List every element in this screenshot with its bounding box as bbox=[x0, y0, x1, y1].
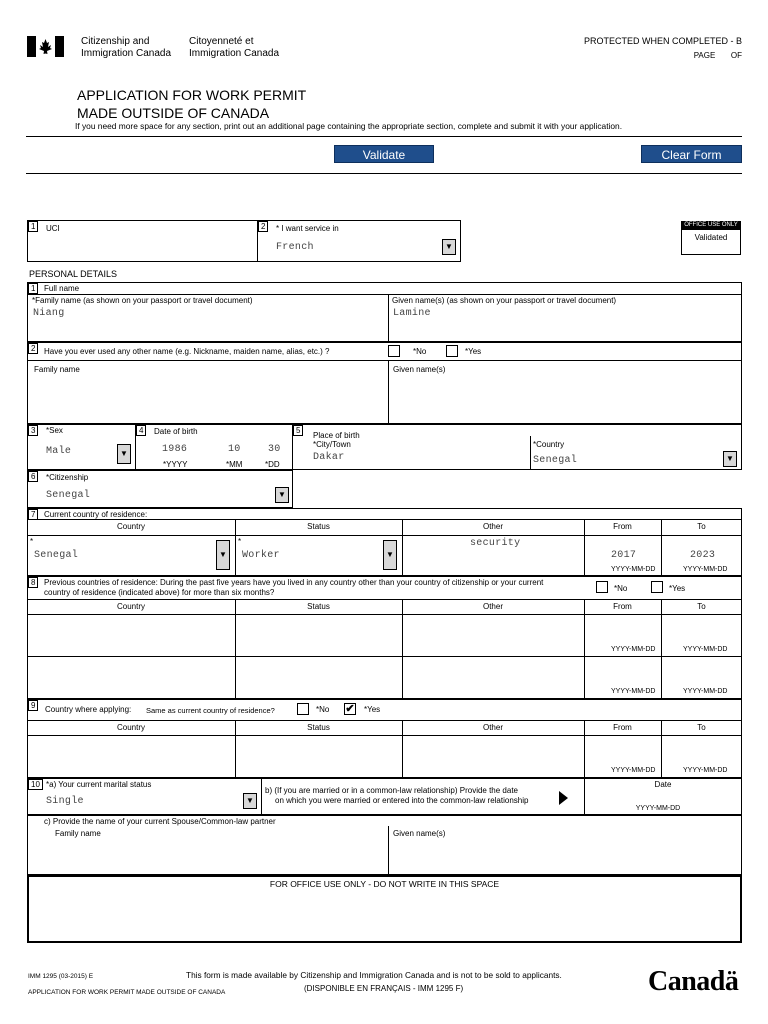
other-given-name-label: Given name(s) bbox=[393, 365, 446, 374]
section-number: 4 bbox=[136, 425, 146, 436]
spouse-given-name-label: Given name(s) bbox=[393, 829, 446, 838]
column-header-to: To bbox=[697, 602, 706, 611]
date-format-label: YYYY-MM-DD bbox=[635, 805, 681, 812]
section-number: 7 bbox=[28, 509, 38, 520]
date-format-label: YYYY-MM-DD bbox=[683, 688, 728, 695]
given-name-input[interactable]: Lamine bbox=[393, 308, 431, 319]
spouse-name-label: c) Provide the name of your current Spouse/Common-law partner bbox=[44, 817, 276, 826]
date-format-label: YYYY-MM-DD bbox=[683, 767, 728, 774]
date-format-label: YYYY-MM-DD bbox=[683, 566, 728, 573]
other-family-name-label: Family name bbox=[34, 365, 80, 374]
column-header-to: To bbox=[697, 522, 706, 531]
column-header-status: Status bbox=[307, 522, 330, 531]
section-number: 2 bbox=[258, 221, 268, 232]
previous-residence-yes-checkbox[interactable] bbox=[651, 581, 663, 593]
full-name-label: Full name bbox=[44, 284, 80, 293]
dob-month-input[interactable]: 10 bbox=[228, 444, 241, 455]
section-number: 3 bbox=[28, 425, 38, 436]
section-number: 6 bbox=[28, 471, 38, 482]
service-language-label: * I want service in bbox=[276, 224, 339, 233]
section-number: 2 bbox=[28, 343, 38, 354]
column-header-other: Other bbox=[482, 723, 503, 732]
dob-label: Date of birth bbox=[154, 427, 198, 436]
day-format-label: *DD bbox=[265, 460, 280, 469]
family-name-input[interactable]: Niang bbox=[33, 308, 65, 319]
column-header-country: Country bbox=[116, 522, 145, 531]
other-names-no-checkbox[interactable] bbox=[388, 345, 400, 357]
department-name-en: Citizenship and Immigration Canada bbox=[81, 36, 172, 59]
same-residence-no-checkbox[interactable] bbox=[297, 703, 309, 715]
birth-country-label: *Country bbox=[533, 440, 565, 449]
availability-notice: This form is made available by Citizenship and Immigration Canada and is not to be sold to applicants. bbox=[186, 970, 562, 980]
no-label: *No bbox=[614, 584, 628, 593]
other-names-question: Have you ever used any other name (e.g. Nickname, maiden name, alias, etc.) ? bbox=[44, 347, 330, 356]
other-names-yes-checkbox[interactable] bbox=[446, 345, 458, 357]
previous-residence-question: Previous countries of residence: During the past five years have you lived in any country other than your country of citizenship or your current country of residence (indicated above) for more than six months? bbox=[44, 578, 544, 597]
yes-label: *Yes bbox=[465, 347, 482, 356]
canada-flag-icon bbox=[27, 36, 64, 57]
column-header-other: Other bbox=[482, 522, 503, 531]
office-use-title: OFFICE USE ONLY bbox=[681, 221, 741, 230]
dob-year-input[interactable]: 1986 bbox=[162, 444, 188, 455]
previous-residence-no-checkbox[interactable] bbox=[596, 581, 608, 593]
column-header-country: Country bbox=[116, 602, 145, 611]
city-label: *City/Town bbox=[313, 440, 351, 449]
service-language-select[interactable]: French bbox=[276, 242, 314, 253]
family-name-label: *Family name (as shown on your passport or travel document) bbox=[32, 296, 253, 305]
section-number: 5 bbox=[293, 425, 303, 436]
section-heading: PERSONAL DETAILS bbox=[29, 269, 118, 279]
page-of-label: PAGE OF bbox=[693, 51, 742, 60]
arrow-right-icon bbox=[559, 791, 568, 805]
section-number: 1 bbox=[28, 283, 38, 294]
french-version-notice: (DISPONIBLE EN FRANÇAIS - IMM 1295 F) bbox=[304, 984, 464, 993]
chevron-down-icon[interactable]: ▼ bbox=[275, 487, 289, 503]
form-id: IMM 1295 (03-2015) E bbox=[28, 973, 94, 980]
required-marker: * bbox=[238, 537, 242, 546]
full-name-section bbox=[27, 282, 742, 342]
chevron-down-icon[interactable]: ▼ bbox=[216, 540, 230, 570]
citizenship-select[interactable]: Senegal bbox=[46, 490, 91, 501]
date-format-label: YYYY-MM-DD bbox=[611, 767, 656, 774]
sex-select[interactable]: Male bbox=[46, 446, 72, 457]
city-input[interactable]: Dakar bbox=[313, 452, 345, 463]
birth-country-select[interactable]: Senegal bbox=[533, 455, 578, 466]
month-format-label: *MM bbox=[226, 460, 243, 469]
chevron-down-icon[interactable]: ▼ bbox=[723, 451, 737, 467]
clear-form-button[interactable]: Clear Form bbox=[641, 145, 742, 163]
office-only-label: FOR OFFICE USE ONLY - DO NOT WRITE IN THIS SPACE bbox=[269, 879, 500, 889]
date-format-label: YYYY-MM-DD bbox=[611, 566, 656, 573]
place-of-birth-label: Place of birth bbox=[313, 431, 360, 440]
marriage-date-question: b) (If you are married or in a common-law relationship) Provide the date on which you were married or entered into the common-law relationship bbox=[265, 786, 529, 805]
country-applying-label: Country where applying: bbox=[45, 705, 132, 714]
citizenship-label: *Citizenship bbox=[46, 473, 89, 482]
marital-status-label: *a) Your current marital status bbox=[46, 780, 152, 789]
chevron-down-icon[interactable]: ▼ bbox=[383, 540, 397, 570]
residence-status-select[interactable]: Worker bbox=[242, 550, 280, 561]
year-format-label: *YYYY bbox=[163, 460, 188, 469]
residence-other-input[interactable]: security bbox=[470, 538, 521, 549]
required-marker: * bbox=[30, 537, 34, 546]
column-header-from: From bbox=[613, 522, 632, 531]
residence-to-input[interactable]: 2023 bbox=[690, 550, 716, 561]
column-header-from: From bbox=[613, 602, 632, 611]
column-header-status: Status bbox=[307, 723, 330, 732]
chevron-down-icon[interactable]: ▼ bbox=[442, 239, 456, 255]
no-label: *No bbox=[316, 705, 330, 714]
uci-label: UCI bbox=[46, 224, 60, 233]
current-residence-label: Current country of residence: bbox=[44, 510, 148, 519]
canada-wordmark-logo: Canadä bbox=[648, 966, 739, 997]
column-header-country: Country bbox=[116, 723, 145, 732]
section-number: 8 bbox=[28, 577, 38, 588]
date-format-label: YYYY-MM-DD bbox=[611, 688, 656, 695]
column-header-from: From bbox=[613, 723, 632, 732]
same-residence-yes-checkbox[interactable]: ✔ bbox=[345, 703, 355, 715]
chevron-down-icon[interactable]: ▼ bbox=[243, 793, 257, 809]
given-name-label: Given name(s) (as shown on your passport or travel document) bbox=[392, 296, 617, 305]
instructions-note: If you need more space for any section, print out an additional page containing the appropriate section, complete and submit it with your application. bbox=[75, 121, 623, 131]
dob-day-input[interactable]: 30 bbox=[268, 444, 281, 455]
section-number: 9 bbox=[28, 700, 38, 711]
same-as-residence-question: Same as current country of residence? bbox=[146, 706, 275, 715]
validate-button[interactable]: Validate bbox=[334, 145, 434, 163]
yes-label: *Yes bbox=[364, 705, 381, 714]
office-use-value: Validated bbox=[694, 233, 728, 242]
spouse-family-name-label: Family name bbox=[55, 829, 101, 838]
form-name: APPLICATION FOR WORK PERMIT MADE OUTSIDE OF CANADA bbox=[28, 989, 226, 996]
residence-country-select[interactable]: Senegal bbox=[34, 550, 79, 561]
marital-status-select[interactable]: Single bbox=[46, 796, 84, 807]
section-number: 10 bbox=[28, 779, 43, 790]
yes-label: *Yes bbox=[669, 584, 686, 593]
marriage-date-label: Date bbox=[654, 780, 672, 789]
date-format-label: YYYY-MM-DD bbox=[611, 646, 656, 653]
chevron-down-icon[interactable]: ▼ bbox=[117, 444, 131, 464]
column-header-status: Status bbox=[307, 602, 330, 611]
section-number: 1 bbox=[28, 221, 38, 232]
no-label: *No bbox=[413, 347, 427, 356]
uci-input[interactable] bbox=[40, 236, 250, 256]
sex-label: *Sex bbox=[46, 426, 63, 435]
department-name-fr: Citoyenneté et Immigration Canada bbox=[189, 36, 280, 59]
column-header-other: Other bbox=[482, 602, 503, 611]
date-format-label: YYYY-MM-DD bbox=[683, 646, 728, 653]
residence-from-input[interactable]: 2017 bbox=[611, 550, 637, 561]
column-header-to: To bbox=[697, 723, 706, 732]
page-title: APPLICATION FOR WORK PERMIT MADE OUTSIDE OF CANADA bbox=[77, 87, 307, 121]
protected-label: PROTECTED WHEN COMPLETED - B bbox=[583, 36, 742, 46]
